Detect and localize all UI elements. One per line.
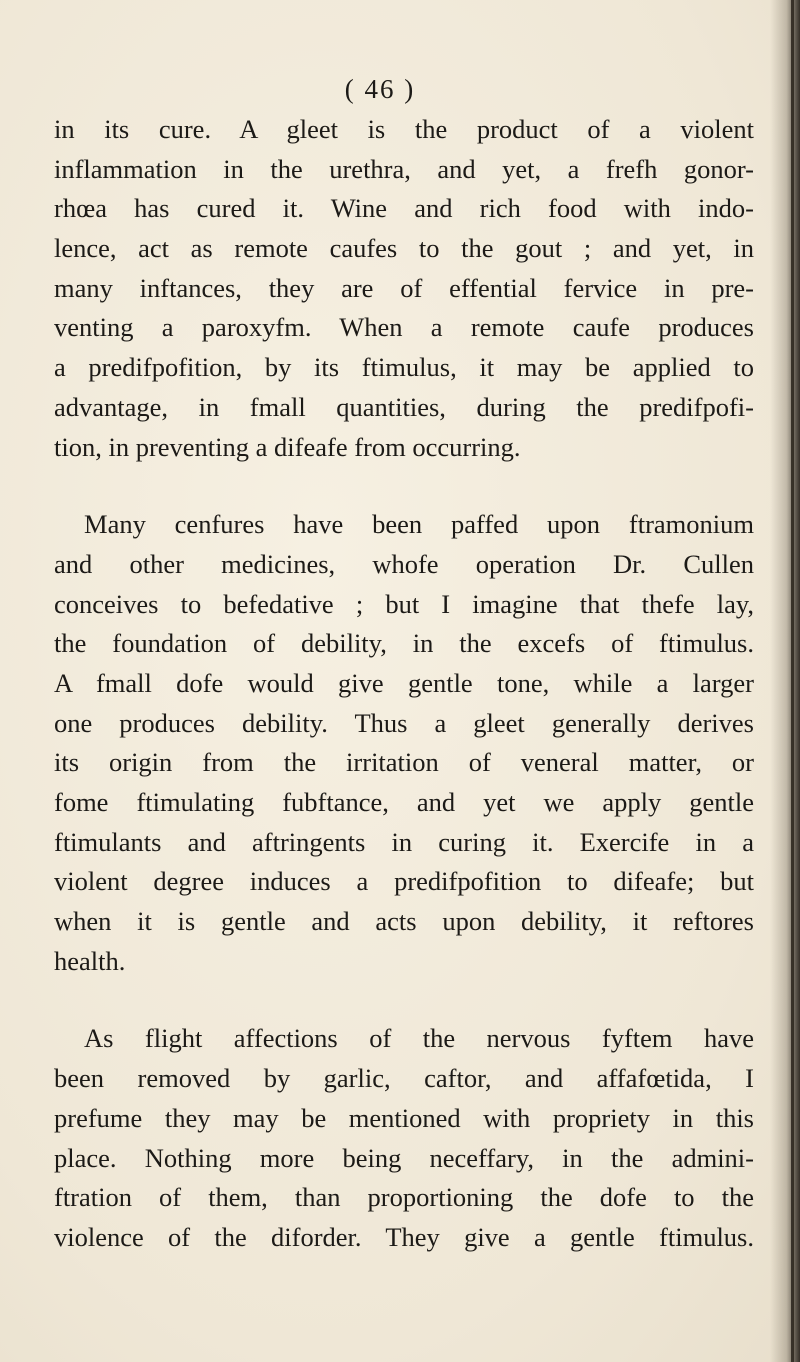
binding-shadow [770, 0, 800, 1362]
paragraph-1 [54, 110, 754, 467]
text-line: ftration of them, than proportioning the dofe to the [54, 1182, 754, 1213]
paragraph-3 [54, 1019, 754, 1257]
body-text [54, 110, 754, 1258]
text-line: inflammation in the urethra, and yet, a frefh gonor- [54, 153, 754, 184]
text-line: and other medicines, whofe operation Dr. Cullen [54, 548, 754, 579]
text-line: As flight affections of the nervous fyftem have [84, 1023, 754, 1054]
text-line: fome ftimulating fubftance, and yet we apply gentle [54, 787, 754, 817]
binding-edge [791, 0, 794, 1362]
text-line: its origin from the irritation of veneral matter, or [54, 747, 754, 778]
text-line: rhœa has cured it. Wine and rich food with indo- [54, 193, 754, 224]
text-line: place. Nothing more being neceffary, in the admini- [54, 1142, 754, 1173]
text-line: violent degree induces a predifpofition to difeafe; but [54, 866, 754, 897]
text-line: been removed by garlic, caftor, and affafœtida, I [54, 1063, 754, 1094]
text-line: health. [54, 945, 126, 976]
page-number: ( 46 ) [344, 74, 416, 104]
text-line: lence, act as remote caufes to the gout ; and yet, in [54, 233, 754, 264]
text-line: one produces debility. Thus a gleet generally derives [54, 707, 754, 738]
paragraph-2 [54, 505, 754, 981]
text-line: a predifpofition, by its ftimulus, it may be applied to [54, 352, 754, 383]
text-line: violence of the diforder. They give a gentle ftimulus. [54, 1221, 754, 1252]
text-line: ftimulants and aftringents in curing it. Exercife in a [54, 826, 754, 857]
text-line: advantage, in fmall quantities, during the predifpofi- [54, 391, 754, 422]
text-line: venting a paroxyfm. When a remote caufe produces [54, 312, 754, 343]
text-line: conceives to befedative ; but I imagine that thefe lay, [54, 588, 754, 619]
text-line: in its cure. A gleet is the product of a violent [54, 114, 754, 144]
text-line: when it is gentle and acts upon debility, it reftores [54, 906, 754, 937]
text-line: many inftances, they are of effential fervice in pre- [54, 272, 754, 303]
text-line: prefume they may be mentioned with propriety in this [54, 1102, 754, 1133]
text-line: A fmall dofe would give gentle tone, while a larger [54, 667, 754, 698]
text-line: tion, in preventing a difeafe from occurring. [54, 431, 521, 462]
text-line: Many cenfures have been paffed upon ftramonium [84, 509, 754, 540]
text-line: the foundation of debility, in the excefs of ftimulus. [54, 628, 754, 659]
